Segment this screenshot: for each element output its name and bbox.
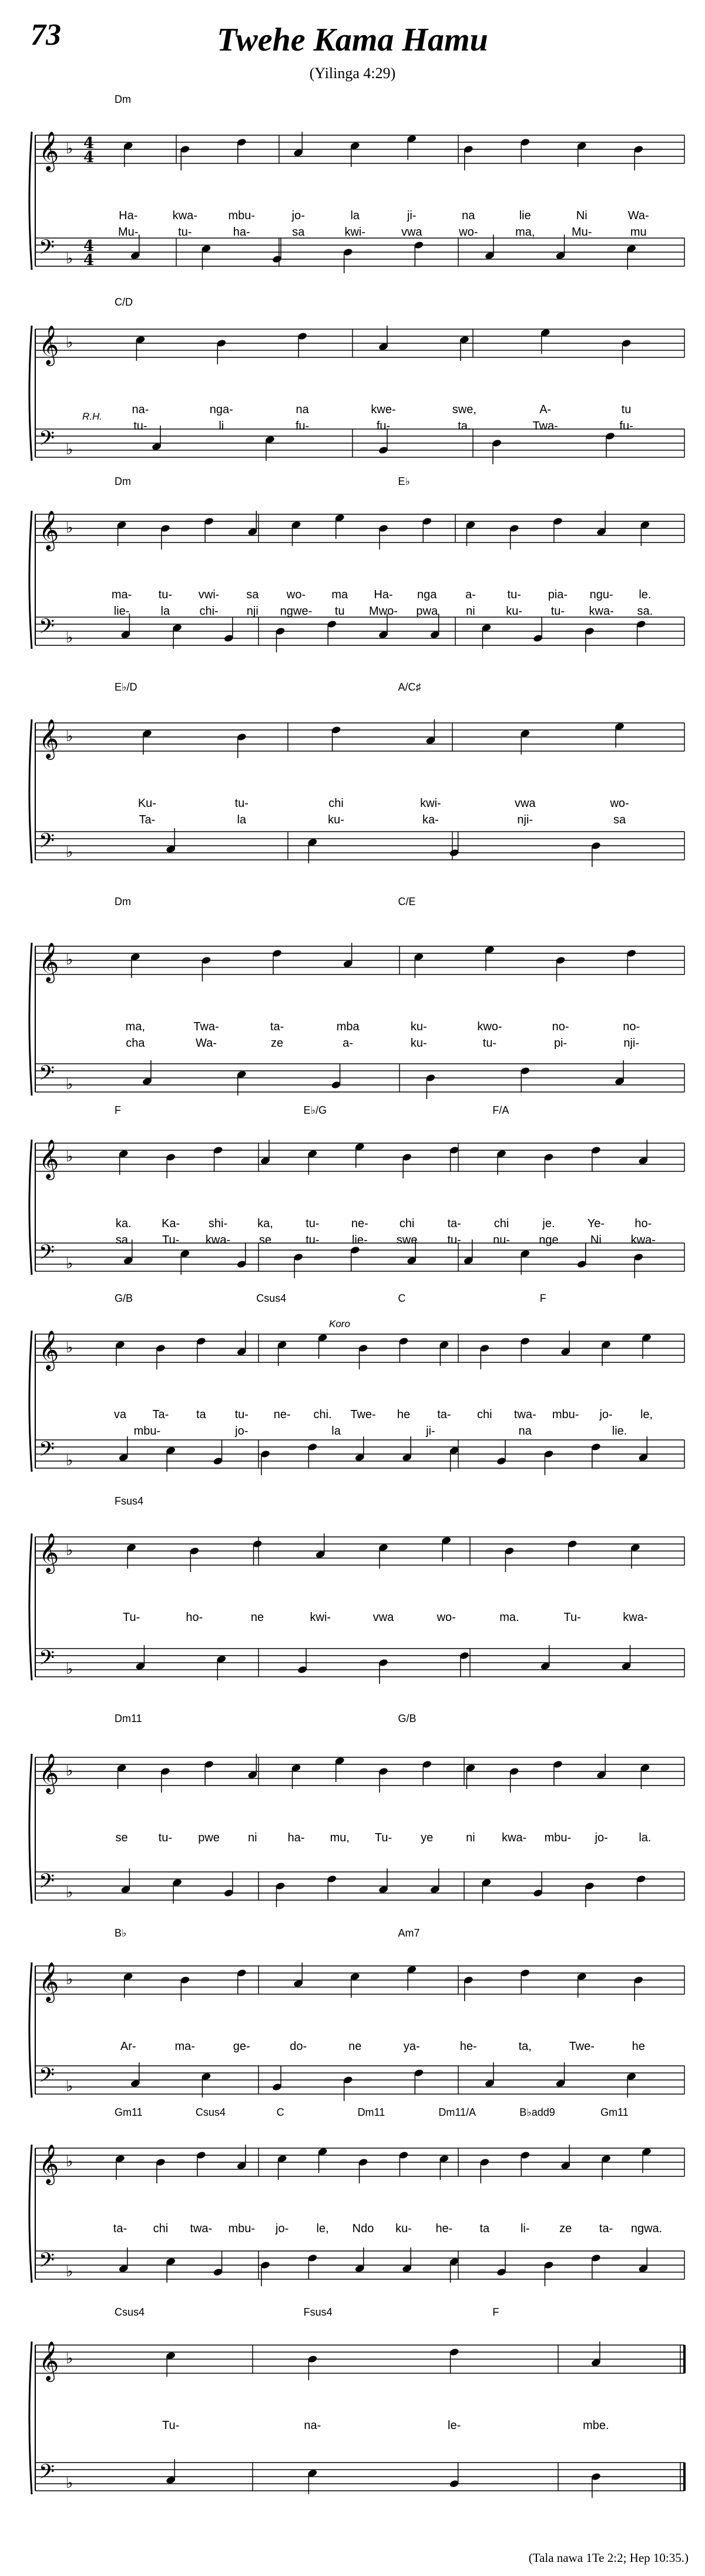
lyric-syllable: ne [250, 1611, 264, 1624]
lyric-syllable: Twa- [532, 420, 558, 433]
lyric-syllable: wo- [459, 226, 478, 239]
lyric-syllable: je. [542, 1217, 555, 1230]
key-signature-flat: ♭ [66, 334, 73, 351]
chord-symbol: F/A [492, 1104, 509, 1116]
time-signature: 4 [83, 135, 95, 152]
brace [29, 132, 32, 270]
chord-symbol: Am7 [398, 1927, 420, 1939]
chord-symbol: E♭ [398, 475, 410, 487]
lyric-syllable: na [296, 403, 309, 416]
key-signature-flat: ♭ [66, 2078, 73, 2095]
brace [29, 326, 32, 461]
chord-symbol: Fsus4 [303, 2306, 333, 2318]
lyric-syllable: Tu- [563, 1611, 581, 1624]
lyric-syllable: a- [343, 1037, 354, 1050]
chord-symbol: F [115, 1104, 121, 1116]
lyric-syllable: kwe- [371, 403, 396, 416]
lyric-syllable: Ar- [120, 2040, 136, 2053]
lyric-syllable: chi [477, 1408, 492, 1421]
lyric-syllable: mbu- [544, 1831, 572, 1844]
lyric-syllable: ma- [111, 588, 132, 601]
key-signature-flat: ♭ [66, 2350, 73, 2367]
scripture-reference: (Yilinga 4:29) [309, 65, 396, 82]
system-1 [29, 93, 684, 273]
lyric-syllable: la [160, 605, 170, 618]
key-signature-flat: ♭ [66, 1542, 73, 1559]
chord-symbol: Dm [115, 93, 131, 105]
lyric-syllable: sa [246, 588, 259, 601]
lyric-syllable: Tu- [374, 1831, 392, 1844]
lyric-syllable: Ta- [152, 1408, 169, 1421]
lyric-syllable: ma, [515, 226, 535, 239]
treble-clef: 𝄞 [39, 2143, 59, 2183]
lyric-syllable: mbu- [133, 1425, 161, 1438]
lyric-syllable: kwa- [623, 1611, 648, 1624]
lyric-syllable: ye [421, 1831, 434, 1844]
lyric-syllable: chi [399, 1217, 415, 1230]
lyric-syllable: ta, [518, 2040, 532, 2053]
lyric-syllable: vwa [372, 1611, 394, 1624]
brace [29, 1533, 32, 1680]
lyric-syllable: ta- [447, 1217, 461, 1230]
lyric-syllable: he [397, 1408, 411, 1421]
chord-symbol: C [398, 1292, 406, 1304]
lyric-syllable: tu- [447, 1234, 461, 1247]
lyric-syllable: Mu- [572, 226, 592, 239]
key-signature-flat: ♭ [66, 1971, 73, 1988]
lyric-syllable: ha- [287, 1831, 305, 1844]
chord-symbol: E♭/D [115, 681, 137, 693]
lyric-syllable: tu [334, 605, 345, 618]
lyric-syllable: fu- [619, 420, 633, 433]
lyric-syllable: ka. [115, 1217, 132, 1230]
lyric-syllable: Ye- [587, 1217, 605, 1230]
bass-clef: 𝄢 [39, 829, 55, 857]
bass-clef: 𝄢 [39, 1240, 55, 1269]
treble-clef: 𝄞 [39, 324, 59, 364]
lyric-syllable: ze [271, 1037, 284, 1050]
lyric-syllable: ku- [395, 2222, 412, 2235]
treble-clef: 𝄞 [39, 1138, 59, 1178]
lyric-syllable: Ta- [139, 813, 156, 826]
chord-symbol: B♭ [115, 1927, 127, 1939]
lyric-syllable: ji- [426, 1425, 435, 1438]
lyric-syllable: tu- [482, 1037, 497, 1050]
chord-symbol: B♭add9 [519, 2106, 555, 2118]
lyric-syllable: nga [417, 588, 437, 601]
hymn-number: 73 [31, 18, 61, 52]
lyric-syllable: tu- [306, 1217, 320, 1230]
lyric-syllable: sa [292, 226, 305, 239]
lyric-syllable: ni [466, 1831, 475, 1844]
lyric-syllable: ku- [410, 1037, 427, 1050]
lyric-syllable: Tu- [162, 1234, 180, 1247]
direction-text: R.H. [82, 411, 102, 422]
lyric-syllable: A- [539, 403, 552, 416]
time-signature: 4 [83, 149, 95, 166]
lyric-syllable: chi- [199, 605, 219, 618]
lyric-syllable: he- [435, 2222, 453, 2235]
lyric-syllable: nu- [493, 1234, 510, 1247]
lyric-syllable: li- [520, 2222, 530, 2235]
lyric-syllable: tu- [178, 226, 192, 239]
key-signature-flat: ♭ [66, 843, 73, 861]
lyric-syllable: ma, [125, 1020, 145, 1033]
lyric-syllable: va [113, 1408, 127, 1421]
lyric-syllable: sa. [115, 1234, 132, 1247]
lyric-syllable: kwo- [477, 1020, 502, 1033]
lyric-syllable: twa- [190, 2222, 213, 2235]
lyric-syllable: ho- [634, 1217, 652, 1230]
chord-symbol: F [539, 1292, 546, 1304]
key-signature-flat: ♭ [66, 728, 73, 745]
chord-symbol: Csus4 [115, 2306, 145, 2318]
lyric-syllable: fu- [295, 420, 310, 433]
bass-clef: 𝄢 [39, 1437, 55, 1466]
lyric-syllable: kwa- [172, 209, 197, 222]
system-3 [29, 475, 684, 652]
lyric-syllable: jo- [276, 2222, 289, 2235]
lyric-syllable: mbu- [228, 209, 256, 222]
bass-clef: 𝄢 [39, 1061, 55, 1090]
lyric-syllable: ta- [270, 1020, 284, 1033]
lyric-syllable: mbe. [583, 2419, 609, 2432]
lyric-syllable: tu [621, 403, 632, 416]
lyric-syllable: la [331, 1425, 341, 1438]
chord-symbol: Dm11/A [438, 2106, 476, 2118]
lyric-syllable: tu- [133, 420, 147, 433]
lyric-syllable: kwa- [589, 605, 614, 618]
key-signature-flat: ♭ [66, 629, 73, 646]
key-signature-flat: ♭ [66, 1452, 73, 1469]
lyric-syllable: ma [331, 588, 348, 601]
lyric-syllable: Ha- [374, 588, 393, 601]
lyric-syllable: mu, [330, 1831, 350, 1844]
lyric-syllable: chi [328, 797, 344, 810]
brace [29, 1754, 32, 1904]
lyric-syllable: ma- [174, 2040, 195, 2053]
lyric-syllable: ne- [273, 1408, 291, 1421]
treble-clef: 𝄞 [39, 130, 59, 170]
lyric-syllable: ni [248, 1831, 257, 1844]
lyric-syllable: kwi- [344, 226, 366, 239]
lyric-syllable: Mu- [118, 226, 139, 239]
lyric-syllable: la [350, 209, 360, 222]
lyric-syllable: tu- [234, 797, 249, 810]
lyric-syllable: vwa [401, 226, 422, 239]
lyric-syllable: la. [639, 1831, 652, 1844]
lyric-syllable: no- [552, 1020, 569, 1033]
lyric-syllable: le, [640, 1408, 653, 1421]
lyric-syllable: Ku- [137, 797, 156, 810]
chord-symbol: Gm11 [115, 2106, 143, 2118]
treble-clef: 𝄞 [39, 718, 59, 758]
lyric-syllable: na- [132, 403, 149, 416]
lyric-syllable: ka- [422, 813, 439, 826]
system-2 [29, 296, 684, 464]
lyric-syllable: ta [479, 2222, 490, 2235]
lyric-syllable: jo- [599, 1408, 613, 1421]
lyric-syllable: wo- [610, 797, 629, 810]
lyric-syllable: do- [290, 2040, 307, 2053]
lyric-syllable: tu- [306, 1234, 320, 1247]
chord-symbol: Fsus4 [115, 1495, 144, 1507]
chord-symbol: Dm11 [115, 1713, 142, 1724]
key-signature-flat: ♭ [66, 519, 73, 537]
lyric-syllable: wo- [437, 1611, 456, 1624]
lyric-syllable: jo- [595, 1831, 608, 1844]
lyric-syllable: no- [623, 1020, 640, 1033]
lyric-syllable: na [462, 209, 475, 222]
lyric-syllable: tu- [158, 1831, 173, 1844]
chord-symbol: Dm11 [357, 2106, 385, 2118]
lyric-syllable: ni [466, 605, 475, 618]
lyric-syllable: nji- [623, 1037, 640, 1050]
chord-symbol: E♭/G [303, 1104, 327, 1116]
lyric-syllable: twa- [513, 1408, 536, 1421]
lyric-syllable: cha [126, 1037, 145, 1050]
lyric-syllable: Wa- [627, 209, 649, 222]
key-signature-flat: ♭ [66, 2263, 73, 2280]
lyric-syllable: ngwa. [630, 2222, 663, 2235]
lyric-syllable: Ha- [119, 209, 138, 222]
lyric-syllable: ha- [233, 226, 250, 239]
lyric-syllable: a- [465, 588, 476, 601]
bass-clef: 𝄢 [39, 2460, 55, 2488]
lyric-syllable: ngu- [589, 588, 613, 601]
bass-clef: 𝄢 [39, 2248, 55, 2277]
lyric-syllable: ji- [407, 209, 417, 222]
lyric-syllable: ta- [599, 2222, 613, 2235]
lyric-syllable: pia- [548, 588, 568, 601]
lyric-syllable: tu- [158, 588, 173, 601]
key-signature-flat: ♭ [66, 2474, 73, 2492]
lyric-syllable: chi [494, 1217, 509, 1230]
lyric-syllable: swe [396, 1234, 418, 1247]
lyric-syllable: mu [630, 226, 647, 239]
lyric-syllable: la [237, 813, 247, 826]
lyric-syllable: vwa [514, 797, 536, 810]
lyric-syllable: Tu- [162, 2419, 180, 2432]
lyric-syllable: chi [153, 2222, 169, 2235]
lyric-syllable: ze [559, 2222, 572, 2235]
lyric-syllable: nge [539, 1234, 559, 1247]
lyric-syllable: na [518, 1425, 532, 1438]
lyric-syllable: lie- [113, 605, 130, 618]
lyric-syllable: se [258, 1234, 272, 1247]
lyric-syllable: ma. [499, 1611, 519, 1624]
chord-symbol: Dm [115, 475, 131, 487]
system-5 [29, 896, 684, 1099]
system-9 [29, 1713, 684, 1907]
lyric-syllable: Twe- [569, 2040, 595, 2053]
key-signature-flat: ♭ [66, 1339, 73, 1356]
lyric-syllable: Tu- [122, 1611, 140, 1624]
system-7 [29, 1292, 684, 1475]
chord-symbol: C [276, 2106, 284, 2118]
chord-symbol: G/B [115, 1292, 133, 1304]
lyric-syllable: sa. [637, 605, 653, 618]
key-signature-flat: ♭ [66, 951, 73, 969]
brace [29, 1140, 32, 1275]
chord-symbol: Gm11 [600, 2106, 629, 2118]
lyric-syllable: kwi- [310, 1611, 331, 1624]
system-11 [29, 2106, 684, 2286]
brace [29, 719, 32, 863]
lyric-syllable: nji [246, 605, 258, 618]
treble-clef: 𝄞 [39, 1329, 59, 1369]
lyric-syllable: li [219, 420, 224, 433]
lyric-syllable: vwi- [198, 588, 220, 601]
lyric-syllable: ge- [233, 2040, 250, 2053]
lyric-syllable: Twa- [193, 1020, 219, 1033]
treble-clef: 𝄞 [39, 2340, 59, 2380]
brace [29, 2145, 32, 2283]
lyric-syllable: tu- [234, 1408, 249, 1421]
lyric-syllable: mbu- [228, 2222, 256, 2235]
key-signature-flat: ♭ [66, 1255, 73, 1272]
brace [29, 511, 32, 649]
key-signature-flat: ♭ [66, 441, 73, 458]
lyric-syllable: kwa- [502, 1831, 527, 1844]
lyric-syllable: kwa- [205, 1234, 231, 1247]
chord-symbol: Csus4 [195, 2106, 226, 2118]
key-signature-flat: ♭ [66, 1884, 73, 1901]
lyric-syllable: chi. [313, 1408, 332, 1421]
lyric-syllable: ku- [410, 1020, 427, 1033]
lyric-syllable: ne [348, 2040, 362, 2053]
treble-clef: 𝄞 [39, 510, 59, 550]
brace [29, 1962, 32, 2098]
time-signature: 4 [83, 237, 95, 255]
bass-clef: 𝄢 [39, 2063, 55, 2092]
system-8 [29, 1495, 684, 1684]
lyric-syllable: ta. [458, 420, 471, 433]
lyric-syllable: he- [459, 2040, 477, 2053]
lyric-syllable: wo- [286, 588, 306, 601]
lyric-syllable: mba [336, 1020, 360, 1033]
lyric-syllable: se [115, 1831, 128, 1844]
lyric-syllable: ka, [257, 1217, 273, 1230]
lyric-syllable: ku- [506, 605, 523, 618]
lyric-syllable: swe, [452, 403, 476, 416]
lyric-syllable: Ni [576, 209, 588, 222]
lyric-syllable: he [632, 2040, 645, 2053]
treble-clef: 𝄞 [39, 1532, 59, 1572]
chord-symbol: A/C♯ [398, 681, 421, 693]
brace [29, 943, 32, 1096]
lyric-syllable: pwa [416, 605, 438, 618]
lyric-syllable: pi- [553, 1037, 568, 1050]
brace [29, 2341, 32, 2494]
lyric-syllable: Ni [590, 1234, 602, 1247]
key-signature-flat: ♭ [66, 1762, 73, 1780]
treble-clef: 𝄞 [39, 942, 59, 982]
lyric-syllable: ho- [186, 1611, 203, 1624]
system-6 [29, 1104, 684, 1278]
lyric-syllable: lie. [612, 1425, 627, 1438]
bass-clef: 𝄢 [39, 1869, 55, 1898]
bass-clef: 𝄢 [39, 235, 55, 264]
lyric-syllable: ta- [113, 2222, 127, 2235]
hymn-title: Twehe Kama Hamu [217, 22, 488, 58]
key-signature-flat: ♭ [66, 1076, 73, 1093]
lyric-syllable: le- [448, 2419, 461, 2432]
key-signature-flat: ♭ [66, 2153, 73, 2170]
lyric-syllable: Wa- [195, 1037, 217, 1050]
lyric-syllable: kwa- [630, 1234, 656, 1247]
lyric-syllable: Mwo- [369, 605, 398, 618]
lyric-syllable: lie [519, 209, 531, 222]
footnote: (Tala nawa 1Te 2:2; Hep 10:35.) [528, 2551, 689, 2565]
lyric-syllable: tu- [550, 605, 565, 618]
direction-text: Koro [329, 1318, 350, 1329]
lyric-syllable: ngwe- [280, 605, 313, 618]
chord-symbol: Csus4 [256, 1292, 287, 1304]
lyric-syllable: nga- [209, 403, 233, 416]
lyric-syllable: na- [304, 2419, 321, 2432]
lyric-syllable: ya- [403, 2040, 420, 2053]
lyric-syllable: pwe [198, 1831, 220, 1844]
chord-symbol: C/D [115, 296, 133, 308]
lyric-syllable: ta- [437, 1408, 451, 1421]
lyric-syllable: Twe- [350, 1408, 376, 1421]
lyric-syllable: kwi- [420, 797, 441, 810]
time-signature: 4 [83, 252, 95, 269]
system-10 [29, 1927, 684, 2101]
bass-clef: 𝄢 [39, 614, 55, 643]
lyric-syllable: lie- [351, 1234, 368, 1247]
lyric-syllable: shi- [208, 1217, 228, 1230]
key-signature-flat: ♭ [66, 140, 73, 158]
chord-symbol: F [492, 2306, 499, 2318]
bass-clef: 𝄢 [39, 426, 55, 455]
lyric-syllable: nji- [517, 813, 533, 826]
key-signature-flat: ♭ [66, 250, 73, 267]
chord-symbol: Dm [115, 896, 131, 907]
lyric-syllable: le, [316, 2222, 329, 2235]
lyric-syllable: sa [613, 813, 626, 826]
lyric-syllable: mbu- [552, 1408, 579, 1421]
lyric-syllable: Ndo [352, 2222, 374, 2235]
system-12 [29, 2306, 684, 2498]
key-signature-flat: ♭ [66, 1148, 73, 1165]
lyric-syllable: jo- [291, 209, 305, 222]
lyric-syllable: ne- [351, 1217, 368, 1230]
treble-clef: 𝄞 [39, 1961, 59, 2001]
lyric-syllable: ku- [328, 813, 344, 826]
chord-symbol: G/B [398, 1713, 417, 1724]
lyric-syllable: jo- [235, 1425, 249, 1438]
lyric-syllable: tu- [507, 588, 521, 601]
lyric-syllable: le. [639, 588, 652, 601]
lyric-syllable: fu- [376, 420, 391, 433]
treble-clef: 𝄞 [39, 1753, 59, 1793]
bass-clef: 𝄢 [39, 1646, 55, 1674]
chord-symbol: C/E [398, 896, 416, 907]
key-signature-flat: ♭ [66, 1660, 73, 1678]
system-4 [29, 681, 684, 867]
brace [29, 1331, 32, 1472]
lyric-syllable: Ka- [162, 1217, 180, 1230]
lyric-syllable: ta [196, 1408, 206, 1421]
